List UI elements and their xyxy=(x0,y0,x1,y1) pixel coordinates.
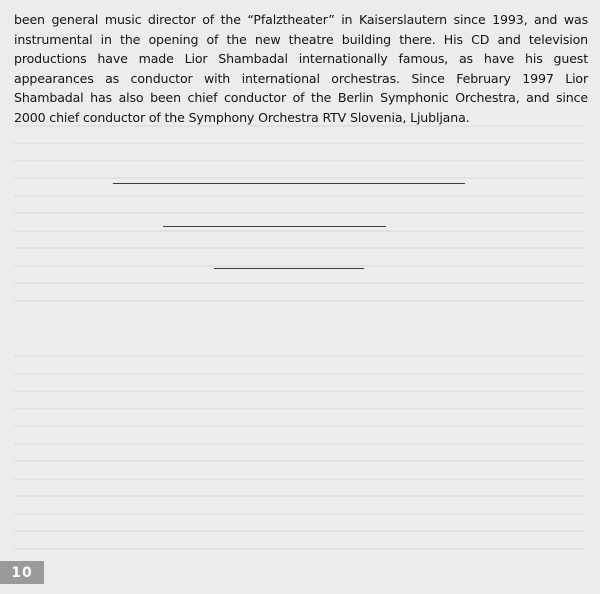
divider-rule-short xyxy=(214,268,364,269)
divider-rule-long xyxy=(113,183,465,184)
divider-rule-medium xyxy=(163,226,386,227)
page-number: 10 xyxy=(0,561,44,584)
biography-paragraph: been general music director of the “Pfalztheater” in Kaiserslautern since 1993, and was instrumental in the opening of the new theatre building there. His CD and television productions have made Lior Shambadal internationally famous, as have his guest appearances as conductor with international orchestras. Since February 1997 Lior Shambadal has also been chief conductor of the Berlin Symphonic Orchestra, and since 2000 chief conductor of the Symphony Orchestra RTV Slovenia, Ljubljana. xyxy=(14,12,588,125)
